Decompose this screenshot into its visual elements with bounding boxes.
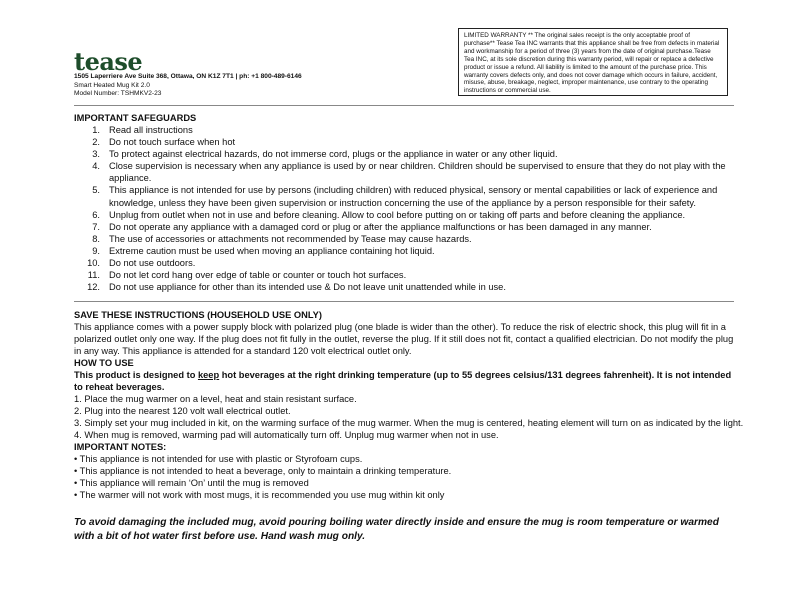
list-item: 5. This appliance is not intended for use by persons (including children) with reduced physical, sensory or mental capabilities or lack of experience and knowledge, unless they have been given supervision or instruction concerning the use of the appliance by a person responsible for their safety.	[92, 185, 718, 208]
note-item: • This appliance will remain ‘On’ until the mug is removed	[74, 478, 309, 489]
list-item: 3. To protect against electrical hazards, do not immerse cord, plugs or the appliance in water or any other liquid.	[92, 149, 558, 160]
list-item: 11. Do not let cord hang over edge of table or counter or touch hot surfaces.	[87, 270, 407, 281]
safeguards-list	[74, 124, 734, 293]
note-item: • This appliance is not intended to heat a beverage, only to maintain a drinking temperature.	[74, 466, 452, 477]
list-item: 9. Extreme caution must be used when moving an appliance containing hot liquid.	[92, 245, 435, 256]
closing-note: To avoid damaging the included mug, avoid pouring boiling water directly inside and ensure the mug is room temperature or warmed with a bit of hot water first before use. Hand wash mug only.	[74, 517, 719, 542]
tease-logo: tease	[74, 47, 143, 76]
list-item: 7. Do not operate any appliance with a damaged cord or plug or after the appliance malfunctions or has been damaged in any manner.	[92, 221, 652, 232]
step-item: 1. Place the mug warmer on a level, heat and stain resistant surface.	[74, 394, 357, 404]
list-item: 12. Do not use appliance for other than its intended use & Do not leave unit unattended while in use.	[87, 282, 506, 293]
model-number: Model Number: TSHMKV2-23	[74, 90, 162, 97]
notes-heading: IMPORTANT NOTES:	[74, 442, 167, 452]
step-item: 2. Plug into the nearest 120 volt wall electrical outlet.	[74, 406, 291, 417]
product-name: Smart Heated Mug Kit 2.0	[74, 82, 150, 89]
divider-middle	[74, 301, 734, 302]
notes-list	[74, 453, 736, 501]
note-item: • The warmer will not work with most mugs, it is recommended you use mug within kit only	[74, 490, 445, 501]
step-item: 3. Simply set your mug included in kit, on the warming surface of the mug warmer. When the mug is centered, heating element will turn on as indicated by the light.	[74, 418, 744, 429]
how-to-use-steps	[74, 393, 744, 441]
list-item: 10. Do not use outdoors.	[87, 258, 196, 269]
list-item: 4. Close supervision is necessary when any appliance is used by or near children. Children should be supervised to ensure that they do not play with the appliance.	[92, 161, 726, 184]
note-item: • This appliance is not intended for use with plastic or Styrofoam cups.	[74, 454, 363, 464]
save-instructions-heading: SAVE THESE INSTRUCTIONS (HOUSEHOLD USE ONLY)	[74, 310, 322, 320]
how-to-use-intro: This product is designed to keep hot beverages at the right drinking temperature (up to 55 degrees celsius/131 degrees fahrenheit). It is not intended to reheat beverages.	[74, 370, 732, 393]
list-item: 6. Unplug from outlet when not in use and before cleaning. Allow to cool before putting on or taking off parts and before cleaning the appliance.	[92, 209, 686, 220]
company-address: 1505 Laperriere Ave Suite 368, Ottawa, ON K1Z 7T1 | ph: +1 800-489-6146	[74, 73, 302, 80]
divider-top	[74, 105, 734, 106]
list-item: 1. Read all instructions	[92, 125, 193, 135]
list-item: 2. Do not touch surface when hot	[92, 137, 236, 148]
warranty-box: LIMITED WARRANTY ** The original sales receipt is the only acceptable proof of purchase** Tease Tea INC warrants that this appliance shall be free from defects in material and workmanship for a period of three (3) years from the date of original purchase.Tease Tea INC, at its sole discretion during this warranty period, will repair or replace a defective product or issue a refund. All liability is limited to the amount of the purchase price. This warranty covers defects only, and does not cover damage which occurs in failure, accident, misuse, abuse, breakage, neglect, improper maintenance, use contrary to the operating instructions or commercial use.	[458, 28, 728, 96]
keep-emphasis: keep	[197, 370, 220, 380]
save-instructions-body: This appliance comes with a power supply block with polarized plug (one blade is wider than the other). To reduce the risk of electric shock, this plug will fit in a polarized outlet only one way. If the plug does not fit fully in the outlet, reverse the plug. If it still does not fit, contact a qualified electrician. Do not modify the plug in any way. This appliance is attended for a standard 120 volt electrical outlet only.	[74, 322, 734, 357]
step-item: 4. When mug is removed, warming pad will automatically turn off. Unplug mug warmer when not in use.	[74, 430, 499, 441]
how-to-use-heading: HOW TO USE	[74, 358, 134, 368]
safeguards-heading: IMPORTANT SAFEGUARDS	[74, 113, 197, 123]
list-item: 8. The use of accessories or attachments not recommended by Tease may cause hazards.	[92, 233, 472, 244]
